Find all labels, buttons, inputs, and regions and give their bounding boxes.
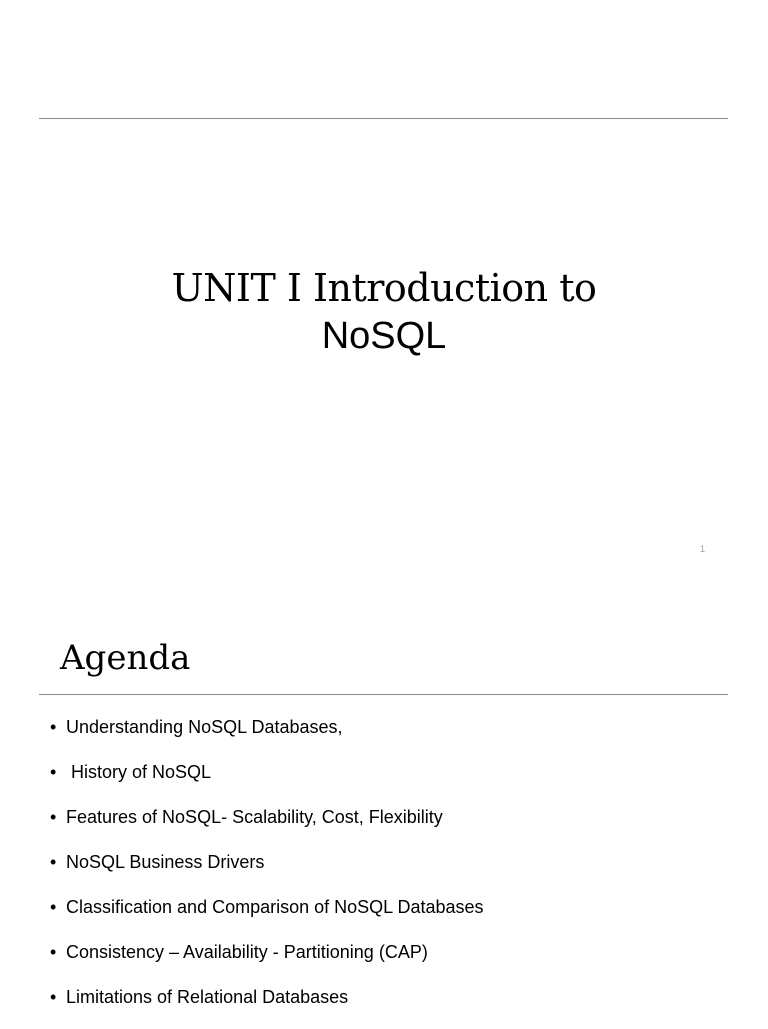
page-number: 1 — [700, 544, 706, 554]
list-item-text: Consistency – Availability - Partitioning (CAP) — [66, 942, 428, 962]
agenda-heading: Agenda — [60, 638, 191, 678]
bullet-icon: • — [50, 762, 57, 782]
agenda-list — [50, 714, 484, 1029]
header-divider — [39, 118, 728, 119]
bullet-icon: • — [50, 987, 57, 1007]
list-item-text: History of NoSQL — [66, 762, 212, 782]
list-item — [50, 714, 484, 759]
list-item — [50, 849, 484, 894]
list-item — [50, 939, 484, 984]
bullet-icon: • — [50, 897, 57, 917]
list-item-text: Features of NoSQL- Scalability, Cost, Flexibility — [66, 807, 443, 827]
bullet-icon: • — [50, 717, 57, 737]
list-item-text: Understanding NoSQL Databases, — [66, 717, 343, 737]
bullet-icon: • — [50, 852, 57, 872]
agenda-divider — [39, 694, 728, 695]
list-item — [50, 759, 484, 804]
agenda-slide — [0, 576, 768, 1024]
list-item-text: Limitations of Relational Databases — [66, 987, 349, 1007]
list-item — [50, 984, 484, 1029]
list-item-text: Classification and Comparison of NoSQL Databases — [66, 897, 484, 917]
title-line-2: NoSQL — [321, 315, 447, 357]
list-item — [50, 894, 484, 939]
title-line-1: UNIT I Introduction to — [171, 266, 597, 310]
slide-title — [0, 264, 768, 360]
list-item-text: NoSQL Business Drivers — [66, 852, 265, 872]
bullet-icon: • — [50, 807, 57, 827]
bullet-icon: • — [50, 942, 57, 962]
list-item — [50, 804, 484, 849]
